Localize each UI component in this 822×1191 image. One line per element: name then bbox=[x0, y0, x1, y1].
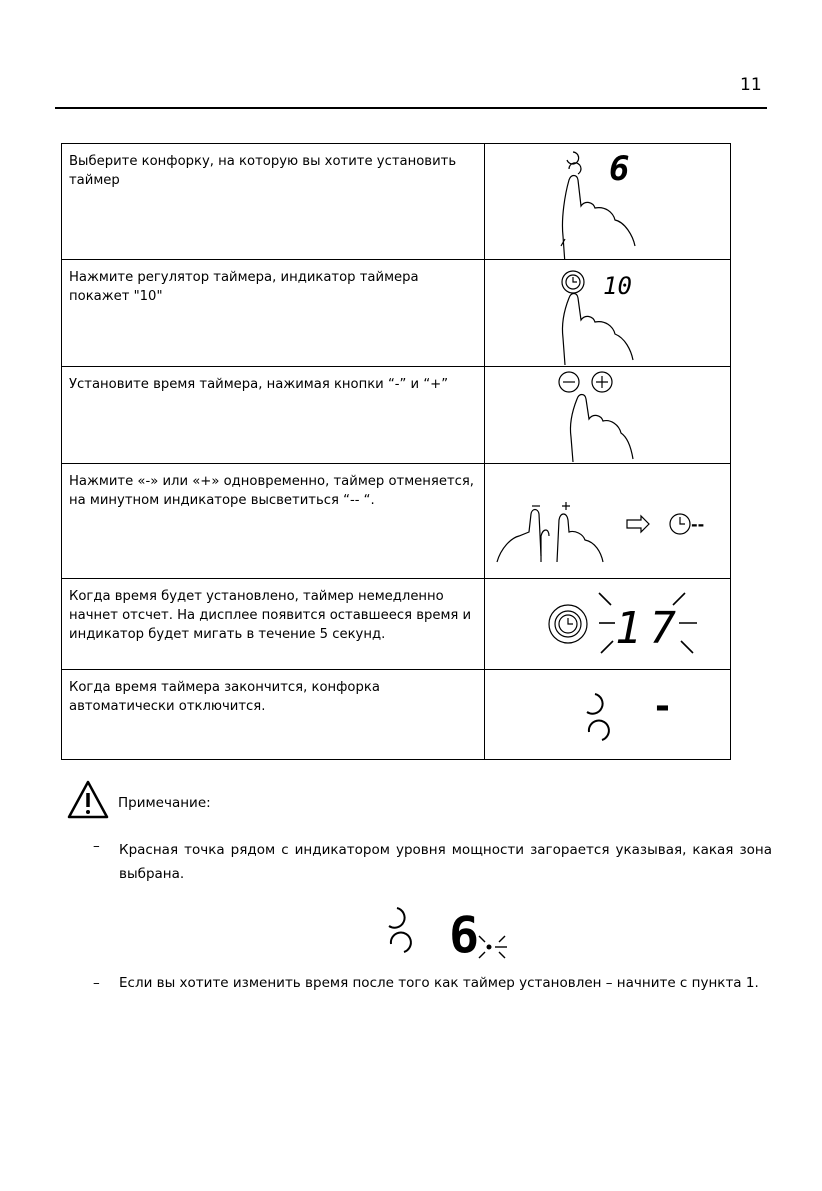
step-text: Установите время таймера, нажимая кнопки “-” и “+” bbox=[62, 367, 485, 464]
bullet-marker: – bbox=[93, 975, 100, 991]
finger-press-icon bbox=[570, 395, 633, 463]
minus-button-icon bbox=[559, 372, 579, 392]
timer-icon bbox=[670, 514, 690, 534]
timer-display: -- bbox=[691, 515, 705, 534]
note-label: Примечание: bbox=[118, 795, 211, 811]
step-row-1 bbox=[62, 144, 731, 260]
page-number: 11 bbox=[740, 75, 762, 95]
timer-display: 17 bbox=[615, 603, 684, 654]
step-illustration bbox=[485, 367, 731, 464]
step-illustration bbox=[485, 464, 731, 579]
power-level-display: - bbox=[655, 686, 670, 727]
step-row-5 bbox=[62, 579, 731, 670]
finger-press-icon bbox=[562, 294, 633, 366]
plus-button-icon bbox=[592, 372, 612, 392]
step-text: Выберите конфорку, на которую вы хотите установить таймер bbox=[62, 144, 485, 260]
bullet-marker: – bbox=[93, 838, 100, 854]
blink-rays-icon bbox=[479, 936, 507, 958]
step-text: Когда время будет установлено, таймер немедленно начнет отсчет. На дисплее появится оставшееся время и индикатор будет мигать в течение 5 секунд. bbox=[62, 579, 485, 670]
timer-icon bbox=[549, 605, 587, 643]
step-row-4 bbox=[62, 464, 731, 579]
finger-press-icon bbox=[557, 514, 603, 562]
burner-icon bbox=[567, 152, 581, 174]
header-rule bbox=[55, 107, 767, 109]
power-level-display: 6 bbox=[449, 906, 480, 964]
step-illustration bbox=[485, 579, 731, 670]
step-text: Нажмите «-» или «+» одновременно, таймер отменяется, на минутном индикаторе высветиться “-- “. bbox=[62, 464, 485, 579]
step-illustration bbox=[485, 670, 731, 760]
finger-press-icon bbox=[497, 510, 549, 563]
plus-label-icon bbox=[562, 502, 570, 510]
step-row-2 bbox=[62, 260, 731, 367]
warning-icon bbox=[66, 779, 110, 825]
timer-display: 10 bbox=[603, 272, 632, 300]
step-text: Нажмите регулятор таймера, индикатор таймера покажет "10" bbox=[62, 260, 485, 367]
burner-icon bbox=[587, 694, 609, 740]
timer-icon bbox=[562, 271, 584, 293]
step-row-6 bbox=[62, 670, 731, 760]
step-illustration bbox=[485, 144, 731, 260]
power-level-display: 6 bbox=[609, 149, 630, 189]
red-dot-indicator bbox=[487, 945, 492, 950]
note-bullet: Красная точка рядом с индикатором уровня мощности загорается указывая, какая зона выбрана. bbox=[119, 842, 772, 882]
step-row-3 bbox=[62, 367, 731, 464]
note-bullet: Если вы хотите изменить время после того как таймер установлен – начните с пункта 1. bbox=[119, 975, 759, 991]
arrow-right-icon bbox=[627, 516, 649, 532]
burner-icon bbox=[389, 908, 411, 952]
steps-table bbox=[61, 143, 731, 760]
step-illustration bbox=[485, 260, 731, 367]
step-text: Когда время таймера закончится, конфорка автоматически отключится. bbox=[62, 670, 485, 760]
power-indicator-figure bbox=[375, 896, 515, 972]
